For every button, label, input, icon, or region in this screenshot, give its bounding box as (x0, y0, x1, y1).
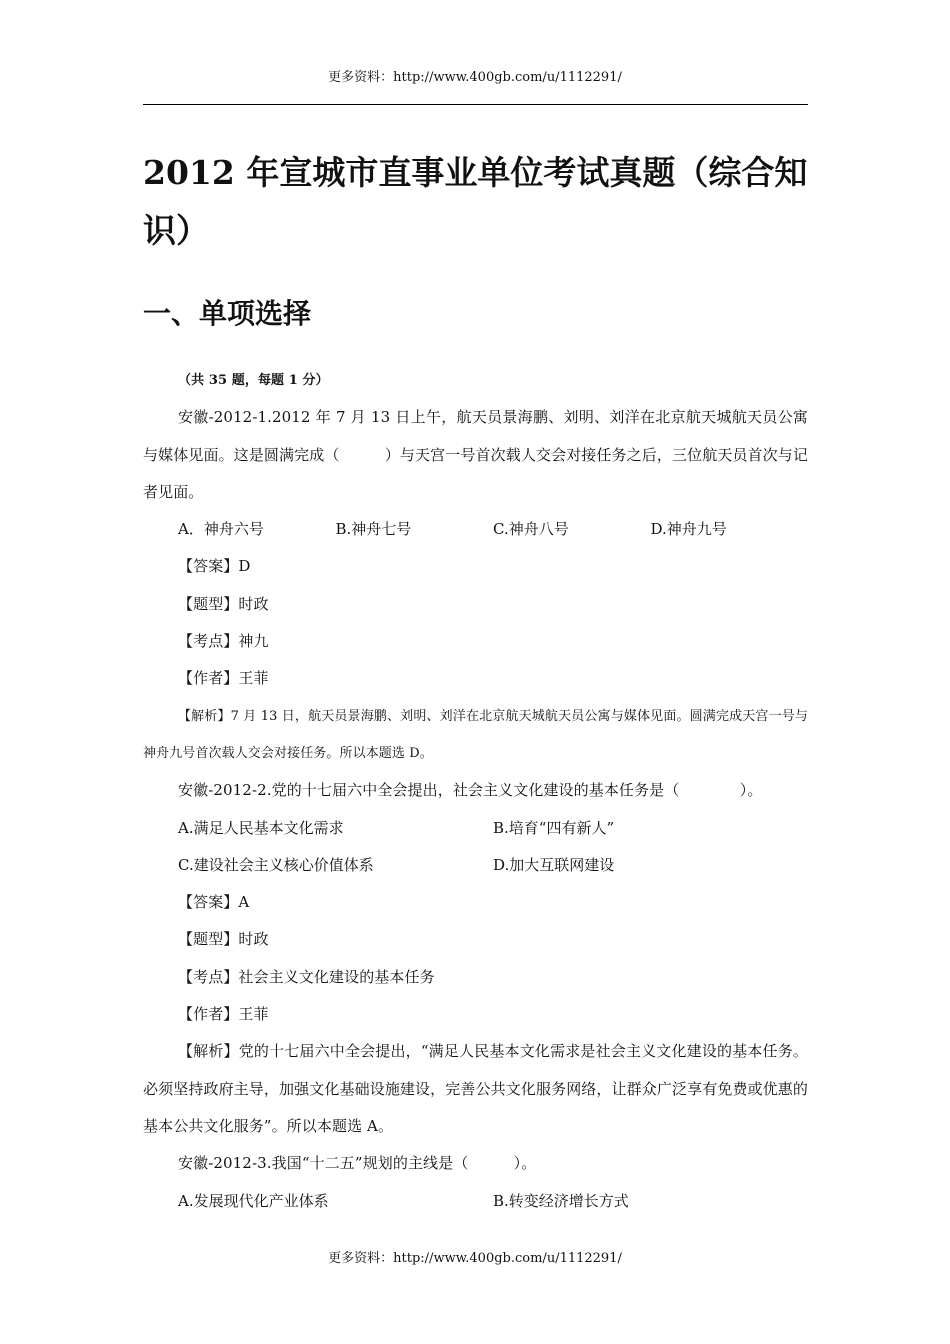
q3-option-b: B.转变经济增长方式 (493, 1191, 629, 1210)
q2-type: 【题型】时政 (178, 930, 269, 949)
q1-stem: 安徽-2012-1.2012 年 7 月 13 日上午，航天员景海鹏、刘明、刘洋在北京航天城航天员公寓与媒体见面。这是圆满完成（ ）与天宫一号首次载人交会对接任务之后，三位航天员首次与记者见面。 (143, 408, 808, 501)
q2-analysis: 【解析】党的十七届六中全会提出，“满足人民基本文化需求是社会主义文化建设的基本任务。必须坚持政府主导，加强文化基础设施建设，完善公共文化服务网络，让群众广泛享有免费或优惠的基本公共文化服务”。所以本题选 A。 (143, 1042, 808, 1135)
q3-options (143, 1183, 808, 1220)
page-header: 更多资料：http://www.400gb.com/u/1112291/ (328, 70, 622, 85)
q2-option-b: B.培育“四有新人” (493, 818, 615, 837)
header-divider (143, 104, 808, 105)
q2-stem: 安徽-2012-2.党的十七届六中全会提出，社会主义文化建设的基本任务是（ ）。 (178, 781, 763, 800)
q2-option-d: D.加大互联网建设 (493, 855, 615, 874)
q1-options (143, 511, 808, 548)
q1-option-d: D.神舟九号 (650, 520, 727, 539)
q2-answer: 【答案】A (178, 893, 250, 912)
q2-author: 【作者】王菲 (178, 1005, 269, 1024)
q1-option-b: B.神舟七号 (335, 520, 412, 539)
q2-options-row1 (143, 810, 808, 847)
q3-stem: 安徽-2012-3.我国“十二五”规划的主线是（ ）。 (178, 1154, 537, 1173)
q1-point: 【考点】神九 (178, 632, 269, 651)
q3-option-a: A.发展现代化产业体系 (178, 1191, 329, 1210)
q1-option-a: A．神舟六号 (178, 520, 264, 539)
page-footer: 更多资料：http://www.400gb.com/u/1112291/ (328, 1251, 622, 1266)
section-note: （共 35 题，每题 1 分） (178, 373, 329, 388)
q1-answer: 【答案】D (178, 557, 251, 576)
q1-type: 【题型】时政 (178, 594, 269, 613)
q2-option-a: A.满足人民基本文化需求 (178, 818, 344, 837)
q1-analysis: 【解析】7 月 13 日，航天员景海鹏、刘明、刘洋在北京航天城航天员公寓与媒体见面。圆满完成天宫一号与神舟九号首次载人交会对接任务。所以本题选 D。 (143, 708, 808, 761)
section-heading: 一、单项选择 (143, 297, 312, 330)
q2-option-c: C.建设社会主义核心价值体系 (178, 855, 374, 874)
q2-options-row2 (143, 847, 808, 884)
page-title: 2012 年宣城市直事业单位考试真题（综合知识） (143, 153, 808, 250)
q1-option-c: C.神舟八号 (493, 520, 569, 539)
document-body (143, 362, 808, 1220)
q2-point: 【考点】社会主义文化建设的基本任务 (178, 967, 435, 986)
q1-author: 【作者】王菲 (178, 669, 269, 688)
